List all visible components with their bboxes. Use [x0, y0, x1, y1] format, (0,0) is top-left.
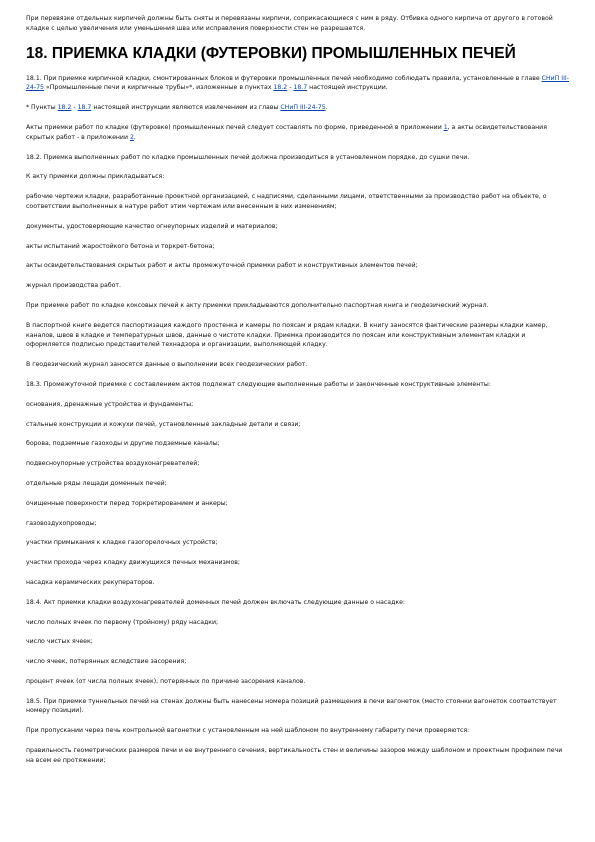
list-item: акты испытаний жаростойкого бетона и торкрет-бетона;: [26, 242, 215, 250]
text-fragment: настоящей инструкции являются извлечением из главы: [91, 104, 281, 112]
paragraph: 18.5. При приемке туннельных печей на стенах должны быть нанесены номера позиций размещения в печи вагонеток (место стоянки вагонеток соответствует номеру позиции).: [26, 697, 557, 715]
item-18-2-link[interactable]: 18.2: [57, 104, 72, 112]
paragraph: В геодезический журнал заносятся данные о выполнении всех геодезических работ.: [26, 361, 308, 369]
text-fragment: 18.1. При приемке кирпичной кладки, смонтированных блоков и футеровки промышленных печей необходимо соблюдать правила, установленные в главе: [26, 74, 542, 82]
item-18-7-link[interactable]: 18.7: [77, 104, 92, 112]
list-item: документы, удостоверяющие качество огнеупорных изделий и материалов;: [26, 222, 278, 230]
text-fragment: -: [71, 104, 78, 112]
list-item: борова, подземные газоходы и другие подземные каналы;: [26, 440, 220, 448]
snip-link[interactable]: СНиП III-24-75: [280, 104, 326, 112]
paragraph: В паспортной книге ведется паспортизация каждого простенка и камеры по поясам и рядам кладки. В книгу заносятся фактические размеры кладки камер, каналов, швов в кладке и температурных швов, данные о чистоте кладки. Приемка производится по поясам или конструктивным элементам кладки и оформляется подписью представителей технадзора и организации, выполняющей кладку.: [26, 321, 548, 349]
acts-paragraph: [26, 123, 569, 143]
list-item: насадка керамических рекуператоров.: [26, 578, 155, 586]
appendix-2-link[interactable]: 2: [129, 133, 134, 141]
paragraph: 18.2. Приемка выполненных работ по кладке промышленных печей должна производиться в установленном порядке, до сушки печи.: [26, 153, 470, 161]
list-item: журнал производства работ.: [26, 282, 122, 290]
text-fragment: .: [133, 133, 136, 141]
list-item: подвесноупорные устройства воздухонагревателей;: [26, 460, 200, 468]
text-fragment: -: [287, 84, 294, 92]
paragraph: К акту приемки должны прикладываться:: [26, 173, 165, 181]
list-item: процент ячеек (от числа полных ячеек), потерянных по причине засорения каналов.: [26, 677, 306, 685]
paragraph-18-1: [26, 74, 569, 94]
snip-link[interactable]: СНиП III-24-75: [26, 74, 569, 92]
paragraph: 18.3. Промежуточной приемке с составлением актов подлежат следующие выполненные работы и законченные конструктивные элементы:: [26, 380, 491, 388]
list-item: участки примыкания к кладке газогорелочных устройств;: [26, 539, 218, 547]
list-item: основания, дренажные устройства и фундаменты;: [26, 400, 194, 408]
list-item: число полных ячеек по первому (тройному) ряду насадки;: [26, 618, 219, 626]
item-18-7-link[interactable]: 18.7: [293, 84, 308, 92]
paragraph: 18.4. Акт приемки кладки воздухонагревателей доменных печей должен включать следующие данные о насадке:: [26, 598, 405, 606]
list-item: акты освидетельствования скрытых работ и акты промежуточной приемки работ и конструктивных элементов печей;: [26, 262, 418, 270]
footnote-paragraph: [26, 103, 569, 113]
text-fragment: * Пункты: [26, 104, 58, 112]
appendix-1-link[interactable]: 1: [443, 123, 448, 131]
list-item: очищенные поверхности перед торкретированием и анкеры;: [26, 499, 228, 507]
paragraph: При приемке работ по кладке коксовых печей к акту приемки прикладываются дополнительно паспортная книга и геодезический журнал.: [26, 301, 489, 309]
item-18-2-link[interactable]: 18.2: [273, 84, 288, 92]
text-fragment: «Промышленные печи и кирпичные трубы»*, изложенные в пунктах: [43, 84, 274, 92]
section-heading: 18. ПРИЕМКА КЛАДКИ (ФУТЕРОВКИ) ПРОМЫШЛЕННЫХ ПЕЧЕЙ: [26, 44, 516, 62]
paragraph: правильность геометрических размеров печи и ее внутреннего сечения, вертикальность стен и величины зазоров между шаблоном и проектным профилем печи на всем ее протяжении;: [26, 747, 563, 764]
list-item: участки прохода через кладку движущихся печных механизмов;: [26, 559, 240, 567]
text-fragment: , а акты освидетельствования скрытых работ - в приложении: [26, 123, 547, 141]
list-item: стальные конструкции и кожухи печей, установленные закладные детали и связи;: [26, 420, 301, 428]
intro-paragraph: При перевязке отдельных кирпичей должны быть сняты и перевязаны кирпичи, соприкасающиеся с ним в ряду. Отбивка одного кирпича от другого в готовой кладке с целью увеличения или уменьшения шва или исправления поверхности стен не разрешается.: [26, 15, 553, 32]
list-item: число ячеек, потерянных вследствие засорения;: [26, 658, 187, 666]
list-item: число чистых ячеек;: [26, 638, 93, 646]
list-item: газовоздухопроводы;: [26, 519, 97, 527]
list-item: отдельные ряды лещади доменных печей;: [26, 479, 167, 487]
text-fragment: .: [325, 104, 328, 112]
list-item: рабочие чертежи кладки, разработанные проектной организацией, с надписями, сделанными лицами, ответственными за производство работ на объекте, о соответствии выполненных в натуре работ этим чертежам или внесенным в них изменениям;: [26, 193, 547, 210]
paragraph: При пропускании через печь контрольной вагонетки с установленным на ней шаблоном по внутреннему габариту печи проверяются:: [26, 727, 470, 735]
text-fragment: настоящей инструкции.: [307, 84, 388, 92]
text-fragment: Акты приемки работ по кладке (футеровке) промышленных печей следует составлять по форме, приведенной в приложении: [26, 123, 444, 131]
